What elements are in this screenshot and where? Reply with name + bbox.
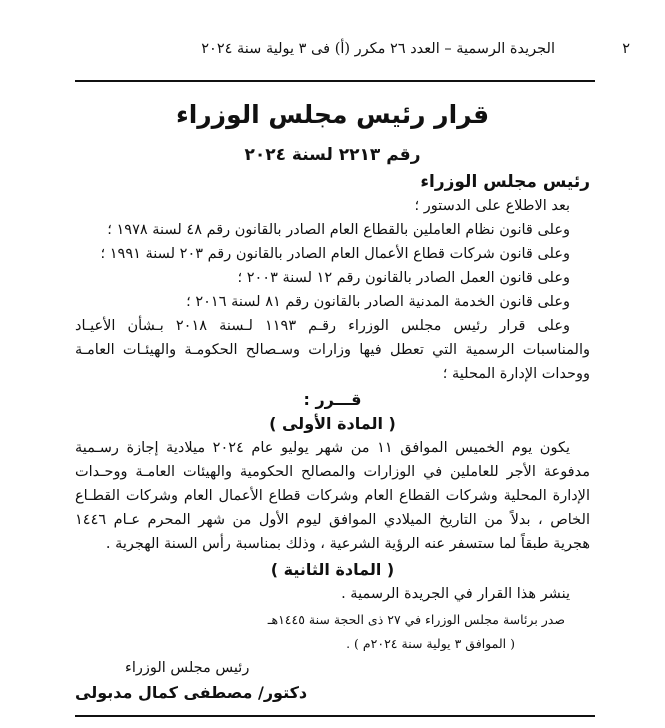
page-number: ٢ [622,41,630,57]
decree-number: رقم ٢٢١٣ لسنة ٢٠٢٤ [244,145,421,165]
preamble-line: وعلى قانون نظام العاملين بالقطاع العام الصادر بالقانون رقم ٤٨ لسنة ١٩٧٨ ؛ [107,222,570,238]
preamble-line: ووحدات الإدارة المحلية ؛ [442,366,590,382]
article2-heading: ( المادة الثانية ) [270,560,395,579]
issued-date-line: ( الموافق ٣ يولية سنة ٢٠٢٤م ) . [346,636,515,651]
article1-line: الإدارة المحلية وشركات القطاع العام وشركات قطاع الأعمال العام وشركات القطـاع [75,488,590,504]
article1-line: الخاص ، بدلاً من التاريخ الميلادي الموافق ليوم الأول من شهر المحرم عـام ١٤٤٦ [75,512,590,528]
article2-text: ينشر هذا القرار في الجريدة الرسمية . [341,586,570,602]
article1-line: مدفوعة الأجر للعاملين في الوزارات والمصالح الحكومية والهيئات العامـة ووحـدات [75,464,590,480]
preamble-line: بعد الاطلاع على الدستور ؛ [414,198,570,214]
preamble-line: وعلى قانون الخدمة المدنية الصادر بالقانون رقم ٨١ لسنة ٢٠١٦ ؛ [186,294,570,310]
decided-heading: قـــرر : [303,390,362,409]
preamble-line: وعلى قانون العمل الصادر بالقانون رقم ١٢ لسنة ٢٠٠٣ ؛ [237,270,570,286]
preamble-line: وعلى قانون شركات قطاع الأعمال العام الصادر بالقانون رقم ٢٠٣ لسنة ١٩٩١ ؛ [100,246,570,262]
signature-name: دكتور/ مصطفى كمال مدبولى [75,683,308,702]
article1-heading: ( المادة الأولى ) [269,414,396,433]
preamble-line: وعلى قرار رئيس مجلس الوزراء رقـم ١١٩٣ لـسنة ٢٠١٨ بـشأن الأعيـاد [75,318,570,334]
signature-title: رئيس مجلس الوزراء [125,660,250,676]
decree-issuer: رئيس مجلس الوزراء [420,172,590,192]
article1-line: هجرية طبقاً لما ستسفر عنه الرؤية الشرعية ، وذلك بمناسبة رأس السنة الهجرية . [105,536,590,552]
decree-title: قرار رئيس مجلس الوزراء [175,100,490,129]
running-title: الجريدة الرسمية – العدد ٢٦ مكرر (أ) فى ٣ يولية سنة ٢٠٢٤ [201,41,555,57]
article1-line: يكون يوم الخميس الموافق ١١ من شهر يوليو عام ٢٠٢٤ ميلادية إجازة رسـمية [75,440,570,456]
footer-divider [75,715,595,717]
issued-line: صدر برئاسة مجلس الوزراء في ٢٧ ذى الحجة سنة ١٤٤٥هـ [267,612,565,627]
preamble-line: والمناسبات الرسمية التي تعطل فيها وزارات وسـصالح الحكومـة والهيئـات العامـة [75,342,590,358]
header-divider [75,80,595,82]
